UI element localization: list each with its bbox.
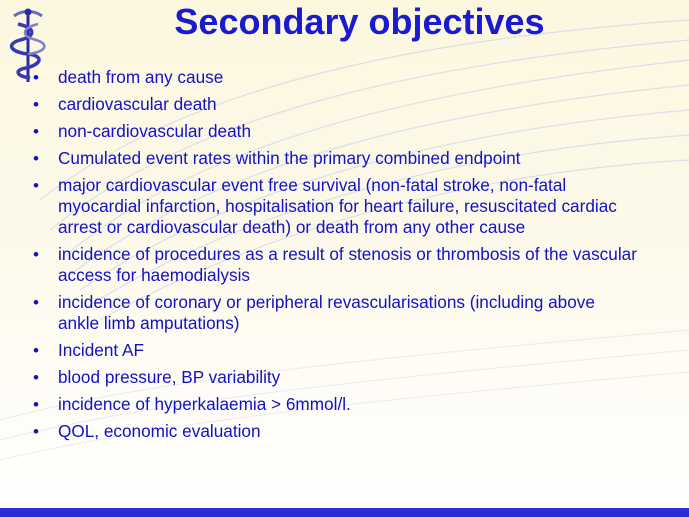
bullet-list xyxy=(30,67,640,448)
list-item-text: Incident AF xyxy=(58,340,144,360)
list-item-text: incidence of hyperkalaemia > 6mmol/l. xyxy=(58,394,351,414)
bullet-icon: • xyxy=(33,368,39,387)
list-item-text: non-cardiovascular death xyxy=(58,121,251,141)
bullet-icon: • xyxy=(33,395,39,414)
bullet-icon: • xyxy=(33,122,39,141)
bullet-icon: • xyxy=(33,341,39,360)
list-item xyxy=(30,94,640,115)
list-item-text: incidence of coronary or peripheral revascularisations (including above ankle limb amputations) xyxy=(58,292,595,333)
list-item-text: major cardiovascular event free survival (non-fatal stroke, non-fatal myocardial infarction, hospitalisation for heart failure, resuscitated cardiac arrest or cardiovascular death) or death from any other cause xyxy=(58,175,617,237)
list-item-text: blood pressure, BP variability xyxy=(58,367,281,387)
list-item xyxy=(30,67,640,88)
list-item xyxy=(30,148,640,169)
bottom-bar xyxy=(0,508,689,517)
bullet-icon: • xyxy=(33,245,39,264)
list-item-text: death from any cause xyxy=(58,67,224,87)
list-item xyxy=(30,175,640,238)
bullet-icon: • xyxy=(33,176,39,195)
bullet-icon: • xyxy=(33,293,39,312)
bullet-icon: • xyxy=(33,149,39,168)
bullet-icon: • xyxy=(33,95,39,114)
list-item xyxy=(30,421,640,442)
list-item xyxy=(30,244,640,286)
list-item xyxy=(30,367,640,388)
list-item xyxy=(30,292,640,334)
bullet-icon: • xyxy=(33,68,39,87)
list-item xyxy=(30,340,640,361)
slide-title: Secondary objectives xyxy=(174,1,545,42)
bullet-icon: • xyxy=(33,422,39,441)
list-item xyxy=(30,121,640,142)
list-item-text: cardiovascular death xyxy=(58,94,217,114)
list-item-text: Cumulated event rates within the primary combined endpoint xyxy=(58,148,521,168)
list-item-text: QOL, economic evaluation xyxy=(58,421,261,441)
list-item-text: incidence of procedures as a result of stenosis or thrombosis of the vascular access for haemodialysis xyxy=(58,244,637,285)
list-item xyxy=(30,394,640,415)
